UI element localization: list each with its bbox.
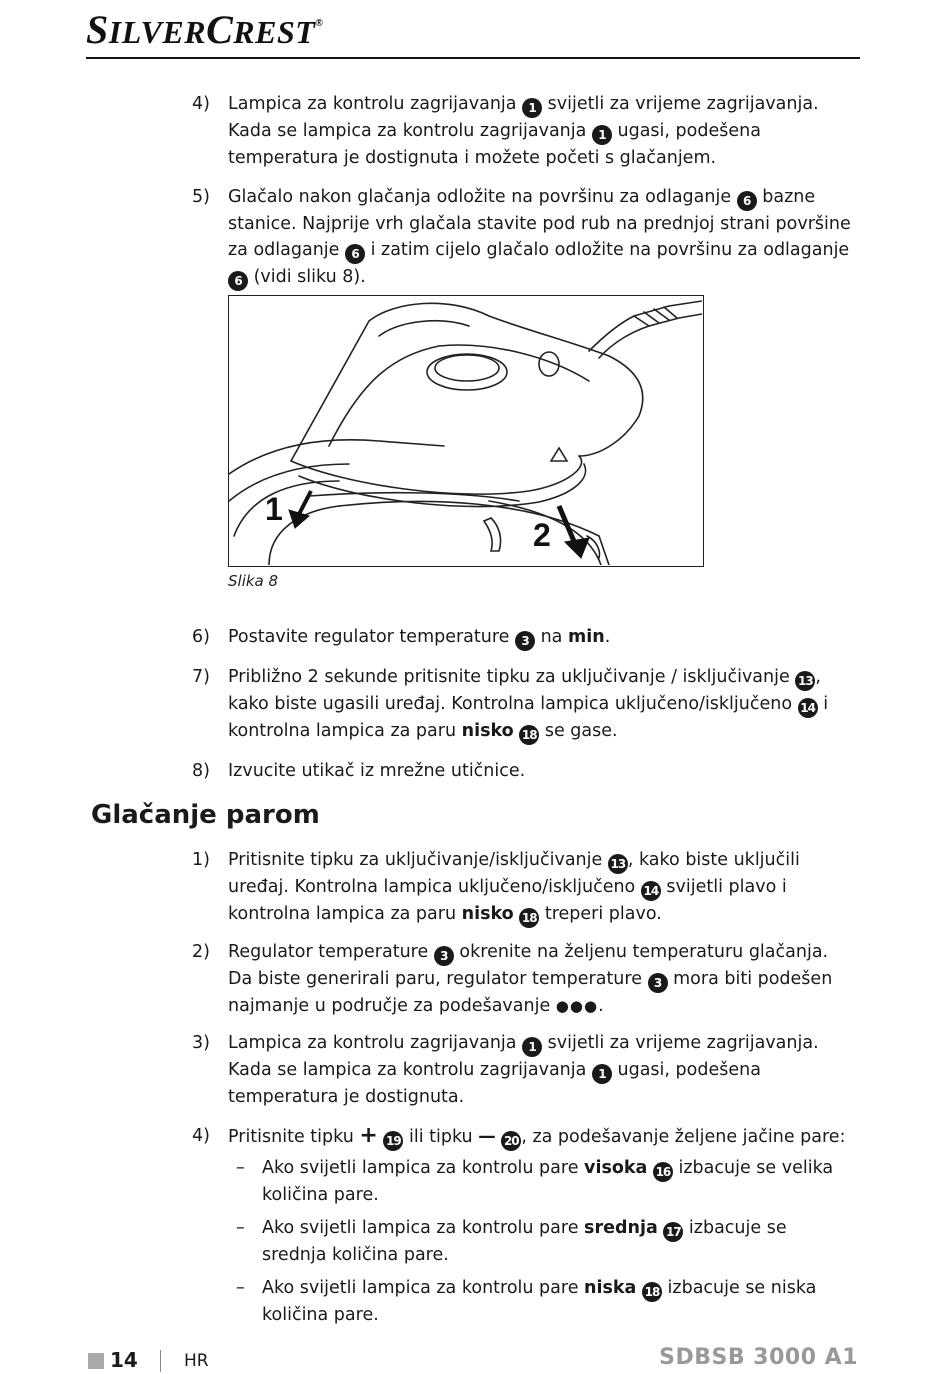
callout-3: 3 [515, 631, 535, 651]
callout-3: 3 [648, 973, 668, 993]
sub-item: – Ako svijetli lampica za kontrolu pare visoka 16 izbacuje se velika količina pare. [236, 1158, 834, 1205]
callout-6: 6 [737, 191, 757, 211]
list-item: 5) Glačalo nakon glačanja odložite na površinu za odlaganje 6 bazne stanice. Najprije vrh glačala stavite pod rub na prednjoj strani površine za odlaganje 6 i zatim cijelo glačalo odložite na površinu za odlaganje 6 (vidi sliku 8). [192, 184, 852, 291]
list-item: 1) Pritisnite tipku za uključivanje/isključivanje 13 , kako biste uključili uređaj. Kontrolna lampica uključeno/isključeno 14 svijetli plavo i kontrolna lampica za paru nisko 18 treperi plavo. [192, 847, 852, 928]
footer-separator [160, 1350, 161, 1372]
list-item: 4) Pritisnite tipku + 19 ili tipku — 20 , za podešavanje željene jačine pare: – Ako svijetli lampica za kontrolu pare visoka 16 izbacuje se velika količina pare. – Ako svijetli lampica za kontrolu pare srednja 17 izbacuje se srednja količina pare. – Ako svijetli lampica za kontrolu pare niska 18 izbacuje se niska količina pare. [192, 1123, 852, 1328]
sub-item: – Ako svijetli lampica za kontrolu pare srednja 17 izbacuje se srednja količina pare. [236, 1218, 787, 1265]
callout-1: 1 [522, 98, 542, 118]
figure-label-2: 2 [533, 517, 551, 553]
iron-illustration [229, 296, 702, 565]
callout-13: 13 [795, 671, 815, 691]
callout-6: 6 [345, 244, 365, 264]
callout-18: 18 [642, 1282, 662, 1302]
language-code: HR [184, 1351, 209, 1371]
callout-1: 1 [522, 1037, 542, 1057]
steps-list-3 [192, 847, 852, 1328]
list-item: 2) Regulator temperature 3 okrenite na željenu temperaturu glačanja. Da biste generirali paru, regulator temperature 3 mora biti podešen najmanje u područje za podešavanje ●●●. [192, 939, 852, 1019]
callout-1: 1 [592, 125, 612, 145]
callout-16: 16 [653, 1162, 673, 1182]
footer-square-icon [88, 1353, 104, 1369]
list-item: 7) Približno 2 sekunde pritisnite tipku za uključivanje / isključivanje 13 , kako biste ugasili uređaj. Kontrolna lampica uključeno/isključeno 14 i kontrolna lampica za paru nisko 18 se gase. [192, 664, 852, 745]
figure-caption: Slika 8 [228, 572, 279, 590]
callout-1: 1 [592, 1064, 612, 1084]
steps-list-2 [192, 624, 852, 784]
callout-17: 17 [663, 1222, 683, 1242]
callout-14: 14 [798, 698, 818, 718]
list-item: 8) Izvucite utikač iz mrežne utičnice. [192, 761, 526, 781]
steps-list-1 [192, 91, 852, 291]
brand-logo: SILVERCREST® [86, 7, 324, 52]
page-number: 14 [110, 1348, 138, 1372]
minus-icon: — [478, 1127, 496, 1147]
section-heading: Glačanje parom [91, 800, 320, 830]
figure-label-1: 1 [265, 491, 283, 527]
callout-18: 18 [519, 908, 539, 928]
callout-18: 18 [519, 725, 539, 745]
callout-14: 14 [641, 881, 661, 901]
list-item: 6) Postavite regulator temperature 3 na min. [192, 624, 852, 651]
list-item: 4) Lampica za kontrolu zagrijavanja 1 svijetli za vrijeme zagrijavanja. Kada se lampica za kontrolu zagrijavanja 1 ugasi, podešena temperatura je dostignuta i možete početi s glačanjem. [192, 94, 819, 168]
callout-13: 13 [608, 854, 628, 874]
header-rule [86, 57, 860, 59]
sub-item: – Ako svijetli lampica za kontrolu pare niska 18 izbacuje se niska količina pare. [236, 1278, 817, 1325]
model-number: SDBSB 3000 A1 [659, 1345, 858, 1370]
list-item: 3) Lampica za kontrolu zagrijavanja 1 svijetli za vrijeme zagrijavanja. Kada se lampica za kontrolu zagrijavanja 1 ugasi, podešena temperatura je dostignuta. [192, 1033, 819, 1107]
callout-20: 20 [501, 1131, 521, 1151]
callout-19: 19 [383, 1131, 403, 1151]
figure-8 [228, 295, 704, 567]
callout-6: 6 [228, 271, 248, 291]
callout-3: 3 [434, 946, 454, 966]
plus-icon: + [359, 1123, 378, 1148]
setting-dots: ●●● [555, 997, 599, 1015]
